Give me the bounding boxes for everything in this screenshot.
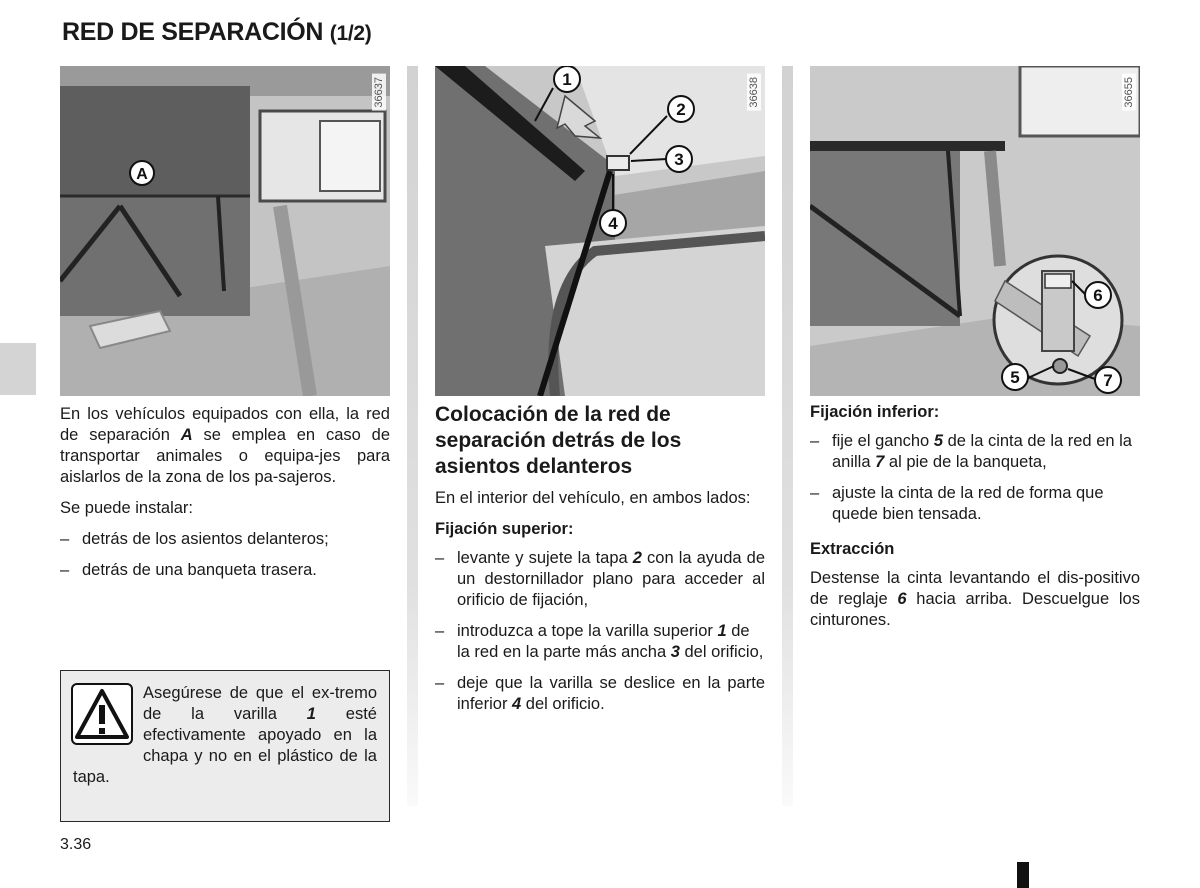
section-intro: En el interior del vehículo, en ambos lados: (435, 489, 751, 507)
install-intro: Se puede instalar: (60, 499, 194, 517)
ref-A: A (180, 426, 193, 444)
callout-7: 7 (1103, 371, 1113, 390)
list-item: – detrás de una banqueta trasera. (60, 561, 317, 579)
warning-text: Asegúrese de que el ex-tremo de la varilla 1 esté efectivamente apoyado en la chapa y no en el plástico de la tapa. (73, 684, 377, 786)
page-title-text: RED DE SEPARACIÓN (62, 18, 324, 46)
page-number: 3.36 (60, 836, 92, 853)
page-title-suffix: (1/2) (329, 22, 372, 45)
column-separator-2 (782, 66, 793, 806)
column-upper-fixing (435, 402, 765, 725)
list-item: – deje que la varilla se deslice en la parte inferior 4 del orificio. (435, 674, 765, 713)
figure-rear-net (60, 66, 390, 396)
callout-2: 2 (676, 100, 686, 119)
subheading-lower: Fijación inferior: (810, 403, 940, 421)
figure-code: 36638 (747, 74, 761, 111)
subheading-upper: Fijación superior: (435, 520, 574, 538)
list-item: – introduzca a tope la varilla superior 1 de la red en la parte más ancha 3 del orificio, (435, 622, 764, 661)
list-item: – levante y sujete la tapa 2 con la ayuda de un destornillador plano para acceder al orificio de fijación, (435, 549, 765, 609)
column-separator-1 (407, 66, 418, 806)
callout-5: 5 (1010, 368, 1020, 387)
ref-1: 1 (306, 705, 316, 723)
figure-lower-fixing (810, 66, 1140, 396)
list-item: – fije el gancho 5 de la cinta de la red en la anilla 7 al pie de la banqueta, (810, 432, 1132, 471)
list-item: – ajuste la cinta de la red de forma que quede bien tensada. (810, 484, 1104, 523)
callout-A: A (136, 166, 148, 183)
callout-6: 6 (1093, 286, 1103, 305)
figure-code: 36655 (1122, 74, 1136, 111)
chapter-tab (0, 343, 36, 395)
section-heading: Colocación de la red de separación detrás de los asientos delanteros (435, 403, 682, 478)
callout-4: 4 (608, 214, 618, 233)
intro-paragraph: En los vehículos equipados con ella, la red de separación A se emplea en caso de transportar animales o equipa-jes para aislarlos de la zona de los pa-sajeros. (60, 405, 390, 486)
callout-1: 1 (562, 70, 572, 89)
subheading-removal: Extracción (810, 540, 895, 558)
warning-box (60, 670, 390, 822)
column-lower-fixing (810, 402, 1140, 641)
callout-3: 3 (674, 150, 684, 169)
page-title (62, 18, 371, 47)
removal-paragraph: Destense la cinta levantando el dis-positivo de reglaje 6 hacia arriba. Descuelgue los cinturones. (810, 569, 1140, 629)
column-intro (60, 404, 390, 591)
figure-upper-fixing (435, 66, 765, 396)
figure-code: 36637 (372, 74, 386, 111)
list-item: – detrás de los asientos delanteros; (60, 530, 329, 548)
section-end-marker (1017, 862, 1029, 888)
